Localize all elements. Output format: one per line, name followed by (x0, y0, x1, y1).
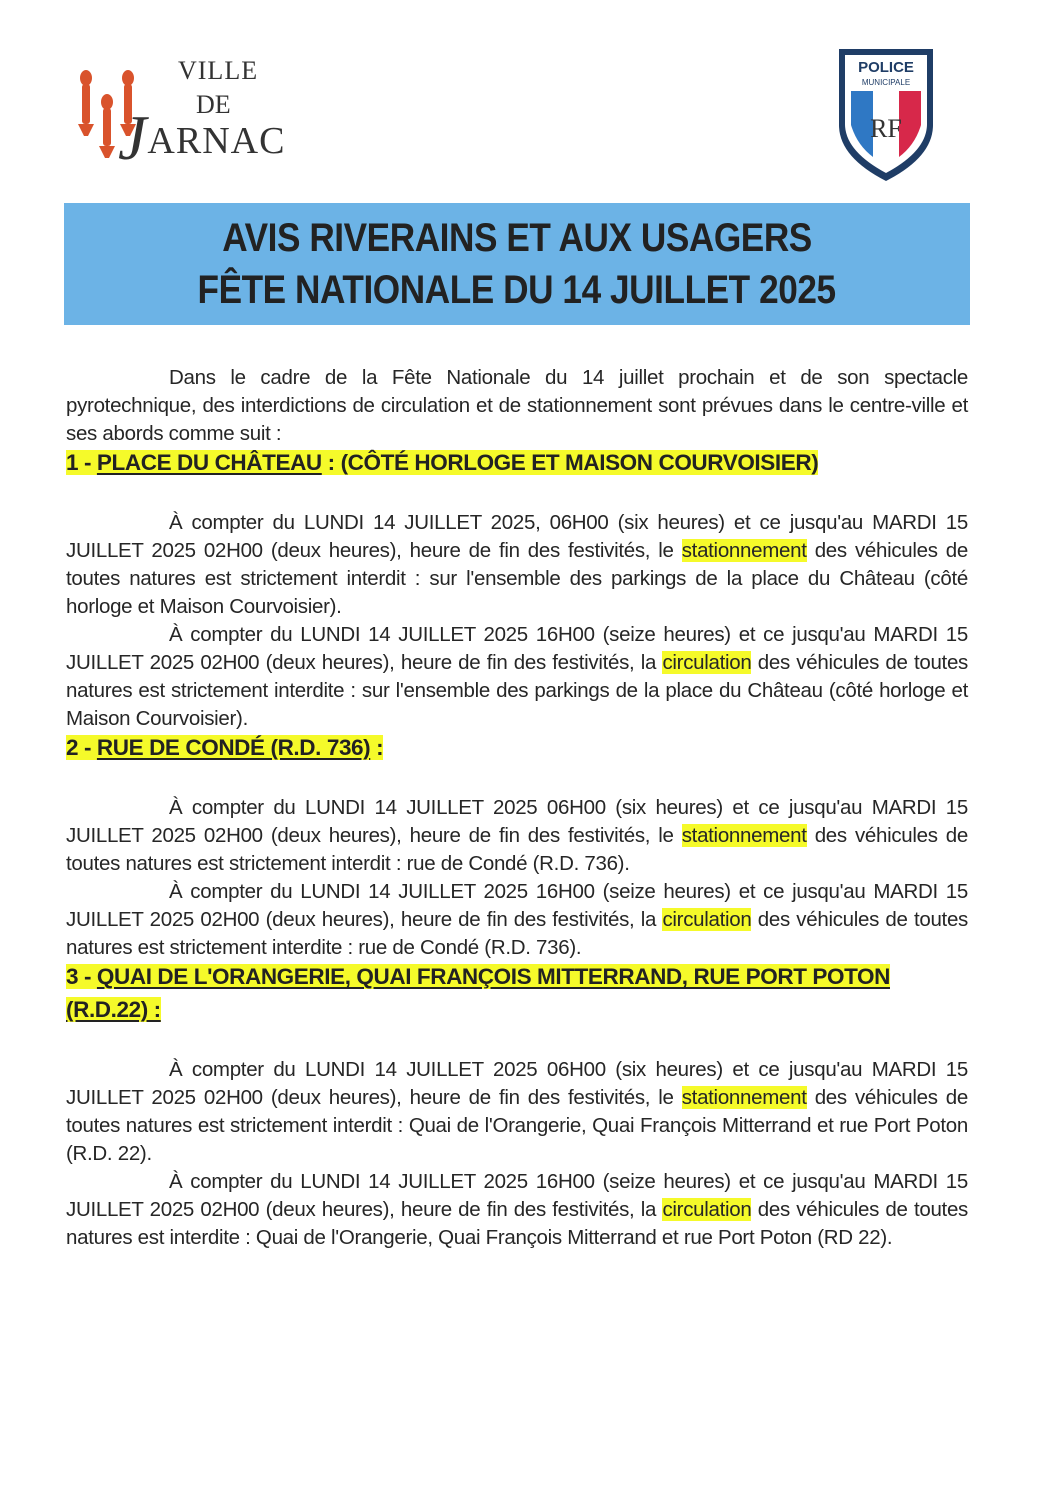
logo-text-jarnac: JARNAC (118, 102, 286, 173)
highlight-stationnement: stationnement (681, 1086, 807, 1109)
ville-de-jarnac-logo (74, 56, 294, 173)
badge-text-municipale: MUNICIPALE (861, 78, 911, 87)
section-3 (66, 962, 968, 1252)
section-heading: 2 - RUE DE CONDÉ (R.D. 736) : (66, 735, 384, 760)
badge-text-police: POLICE (858, 59, 914, 76)
highlight-stationnement: stationnement (681, 539, 807, 562)
section-2 (66, 733, 968, 962)
intro-paragraph: Dans le cadre de la Fête Nationale du 14 juillet prochain et de son spectacle pyrotechnique, des interdictions de circulation et de stationnement sont prévues dans le centre-ville et ses abords comme suit : (66, 366, 968, 445)
badge-monogram: RF (870, 114, 902, 143)
police-municipale-shield-icon (835, 45, 937, 185)
logo-text-de: DE (196, 90, 231, 119)
highlight-stationnement: stationnement (681, 824, 807, 847)
logo-text-ville: VILLE (178, 56, 259, 85)
title-line-2: FÊTE NATIONALE DU 14 JUILLET 2025 (197, 268, 837, 312)
sections-list (66, 448, 968, 1252)
section-paragraph: À compter du LUNDI 14 JUILLET 2025 16H00 (seize heures) et ce jusqu'au MARDI 15 JUILLET 2025 02H00 (deux heures), heure de fin des festivités, la circulation des véhicules de toutes natures est strictement interdite : rue de Condé (R.D. 736). (66, 880, 968, 959)
title-line-1: AVIS RIVERAINS ET AUX USAGERS (222, 216, 812, 260)
title-banner (64, 203, 970, 325)
highlight-circulation: circulation (662, 908, 752, 931)
section-paragraph: À compter du LUNDI 14 JUILLET 2025 06H00 (six heures) et ce jusqu'au MARDI 15 JUILLET 2025 02H00 (deux heures), heure de fin des festivités, le stationnement des véhicules de toutes natures est strictement interdit : rue de Condé (R.D. 736). (66, 796, 969, 875)
notice-body (66, 364, 968, 1252)
section-paragraph: À compter du LUNDI 14 JUILLET 2025, 06H00 (six heures) et ce jusqu'au MARDI 15 JUILLET 2025 02H00 (deux heures), heure de fin des festivités, le stationnement des véhicules de toutes natures est strictement interdit : sur l'ensemble des parkings de la place du Château (côté horloge et Maison Courvoisier). (66, 511, 969, 618)
highlight-circulation: circulation (662, 1198, 752, 1221)
section-heading: 3 - QUAI DE L'ORANGERIE, QUAI FRANÇOIS MITTERRAND, RUE PORT POTON (R.D.22) : (66, 964, 890, 1022)
section-1 (66, 448, 968, 733)
section-paragraph: À compter du LUNDI 14 JUILLET 2025 16H00 (seize heures) et ce jusqu'au MARDI 15 JUILLET 2025 02H00 (deux heures), heure de fin des festivités, la circulation des véhicules de toutes natures est interdite : Quai de l'Orangerie, Quai François Mitterrand et rue Port Poton (RD 22). (66, 1170, 968, 1249)
section-heading: 1 - PLACE DU CHÂTEAU : (CÔTÉ HORLOGE ET MAISON COURVOISIER) (66, 450, 819, 475)
section-paragraph: À compter du LUNDI 14 JUILLET 2025 16H00 (seize heures) et ce jusqu'au MARDI 15 JUILLET 2025 02H00 (deux heures), heure de fin des festivités, la circulation des véhicules de toutes natures est strictement interdite : sur l'ensemble des parkings de la place du Château (côté horloge et Maison Courvoisier). (66, 623, 968, 730)
highlight-circulation: circulation (662, 651, 752, 674)
section-paragraph: À compter du LUNDI 14 JUILLET 2025 06H00 (six heures) et ce jusqu'au MARDI 15 JUILLET 2025 02H00 (deux heures), heure de fin des festivités, le stationnement des véhicules de toutes natures est strictement interdit : Quai de l'Orangerie, Quai François Mitterrand et rue Port Poton (R.D. 22). (66, 1058, 969, 1165)
